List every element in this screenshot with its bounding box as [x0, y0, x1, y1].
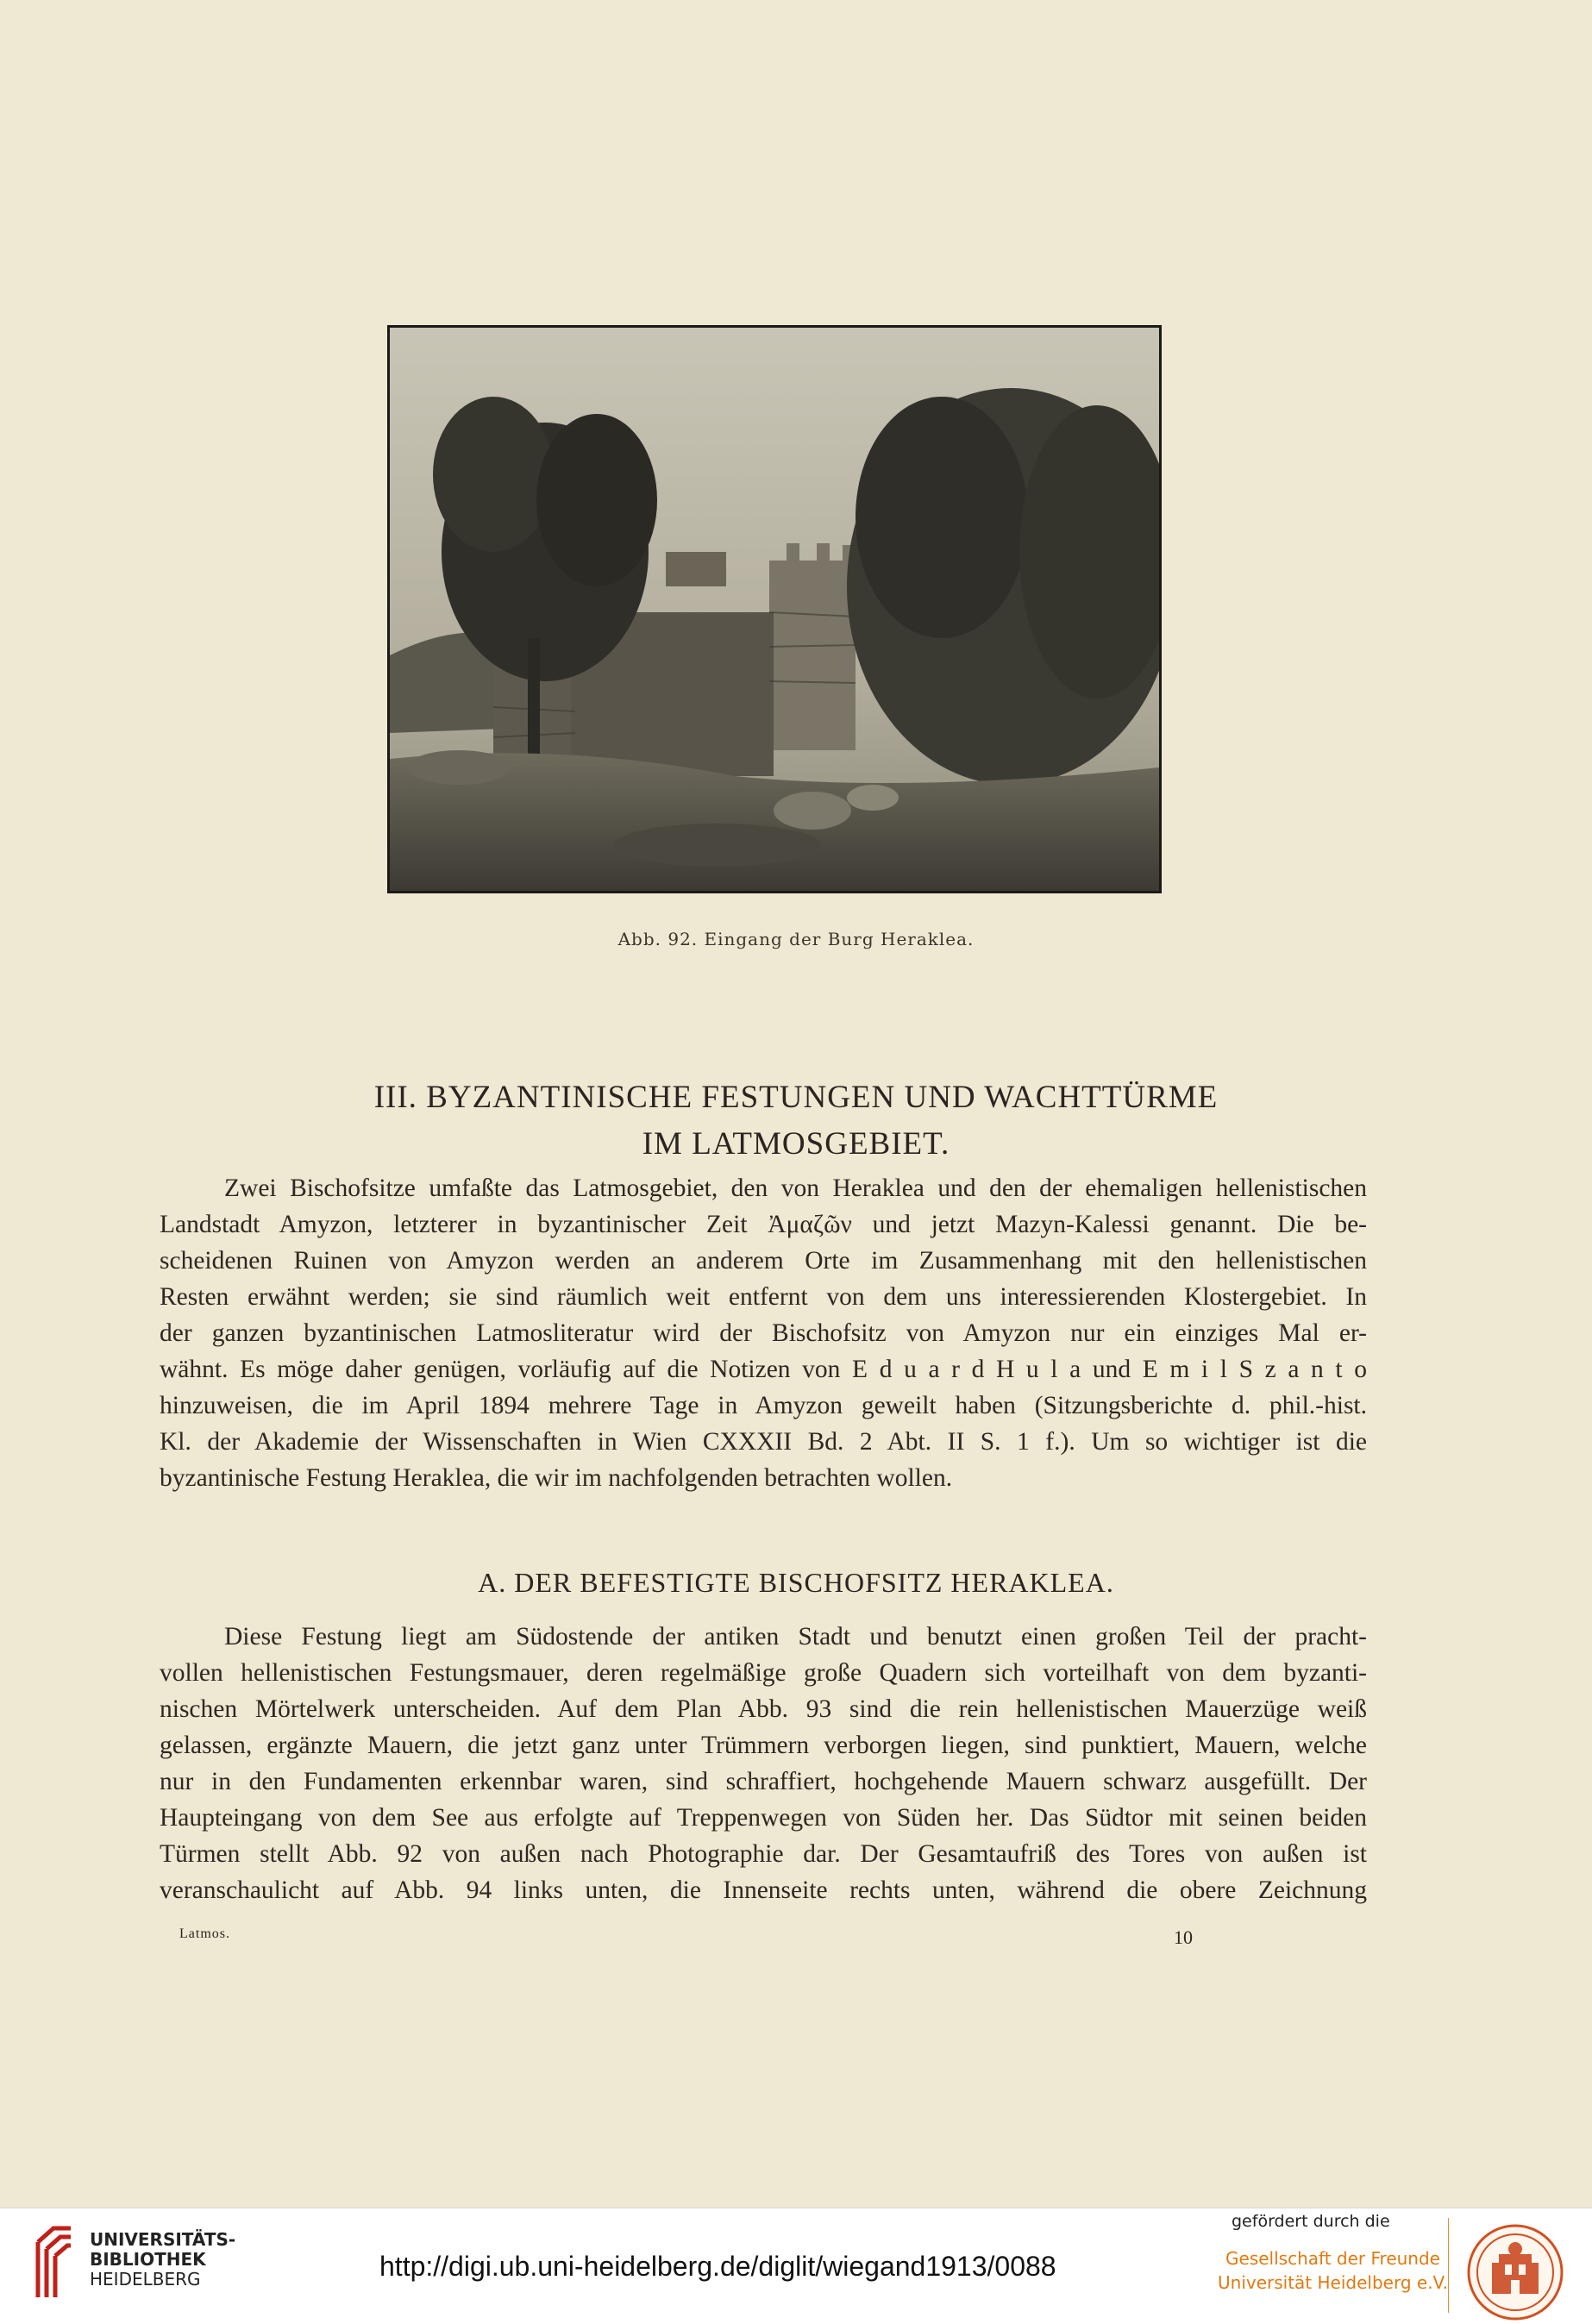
photograph-castle-entrance	[387, 325, 1162, 893]
university-seal-icon	[1466, 2223, 1564, 2321]
paragraph-line: veranschaulicht auf Abb. 94 links unten, die Innenseite rechts unten, während die obere Zeichnung	[160, 1876, 1367, 1904]
figure-caption: Abb. 92. Eingang der Burg Heraklea.	[617, 929, 975, 949]
paragraph-line: Haupteingang von dem See aus erfolgte auf Treppenwegen von Süden her. Das Südtor mit seinen beiden	[160, 1804, 1367, 1832]
library-name-line-2: BIBLIOTHEK	[90, 2249, 206, 2270]
document-url-link[interactable]: http://digi.ub.uni-heidelberg.de/diglit/wiegand1913/0088	[379, 2251, 1056, 2282]
library-logo-icon	[34, 2223, 74, 2302]
paragraph-line: Türmen stellt Abb. 92 von außen nach Photographie dar. Der Gesamtaufriß des Tores von außen ist	[160, 1840, 1367, 1868]
library-name[interactable]	[90, 2230, 235, 2290]
sponsor-name-link[interactable]	[1218, 2246, 1448, 2295]
chapter-title-line-2: IM LATMOSGEBIET.	[642, 1126, 950, 1162]
paragraph-line: scheidenen Ruinen von Amyzon werden an anderem Orte im Zusammenhang mit den hellenistischen	[160, 1247, 1367, 1275]
section-title: A. DER BEFESTIGTE BISCHOFSITZ HERAKLEA.	[478, 1567, 1114, 1598]
paragraph-line: hinzuweisen, die im April 1894 mehrere Tage in Amyzon geweilt haben (Sitzungsberichte d. phil.-hist.	[160, 1392, 1367, 1419]
footer-page-number: 10	[1174, 1926, 1193, 1948]
chapter-title-line-1: III. BYZANTINISCHE FESTUNGEN UND WACHTTÜRME	[373, 1080, 1219, 1115]
sponsor-label: gefördert durch die	[1232, 2212, 1390, 2231]
photo-image	[390, 328, 1159, 891]
chapter-title	[0, 1074, 1592, 1168]
paragraph-heraklea	[160, 1619, 1367, 1908]
paragraph-line: nur in den Fundamenten erkennbar waren, sind schraffiert, hochgehende Mauern schwarz ausgefüllt. Der	[160, 1768, 1367, 1795]
footer-signature: Latmos.	[179, 1926, 230, 1941]
paragraph-line: nischen Mörtelwerk unterscheiden. Auf dem Plan Abb. 93 sind die rein hellenistischen Mauerzüge weiß	[160, 1695, 1367, 1723]
paragraph-line: byzantinische Festung Heraklea, die wir im nachfolgenden betrachten wollen.	[160, 1464, 953, 1492]
paragraph-line: Resten erwähnt werden; sie sind räumlich weit entfernt von dem uns interessierenden Klostergebiet. In	[160, 1283, 1367, 1311]
paragraph-line: der ganzen byzantinischen Latmosliteratur wird der Bischofsitz von Amyzon nur ein einziges Mal er-	[160, 1319, 1367, 1347]
sponsor-name-line-2: Universität Heidelberg e.V.	[1218, 2272, 1449, 2293]
paragraph-intro	[160, 1170, 1367, 1496]
paragraph-line: gelassen, ergänzte Mauern, die jetzt ganz unter Trümmern verborgen liegen, sind punktiert, Mauern, welche	[160, 1732, 1367, 1759]
paragraph-line: vollen hellenistischen Festungsmauer, deren regelmäßige große Quadern sich vorteilhaft von dem byzanti-	[160, 1659, 1367, 1687]
paragraph-line: Zwei Bischofsitze umfaßte das Latmosgebiet, den von Heraklea und den der ehemaligen hellenistischen	[224, 1175, 1367, 1202]
paragraph-line: wähnt. Es möge daher genügen, vorläufig auf die Notizen von E d u a r d H u l a und E m i l S z a n t o	[160, 1356, 1367, 1383]
paragraph-line: Kl. der Akademie der Wissenschaften in Wien CXXXII Bd. 2 Abt. II S. 1 f.). Um so wichtiger ist die	[160, 1428, 1367, 1456]
paragraph-line: Landstadt Amyzon, letzterer in byzantinischer Zeit Ἀμαζῶν und jetzt Mazyn-Kalessi genannt. Die be-	[160, 1211, 1367, 1238]
sponsor-name-line-1: Gesellschaft der Freunde	[1225, 2248, 1440, 2269]
paragraph-line: Diese Festung liegt am Südostende der antiken Stadt und benutzt einen großen Teil der pracht-	[224, 1623, 1367, 1651]
library-name-line-3: HEIDELBERG	[90, 2269, 201, 2290]
library-name-line-1: UNIVERSITÄTS-	[90, 2229, 236, 2250]
banner-divider	[1448, 2218, 1449, 2313]
